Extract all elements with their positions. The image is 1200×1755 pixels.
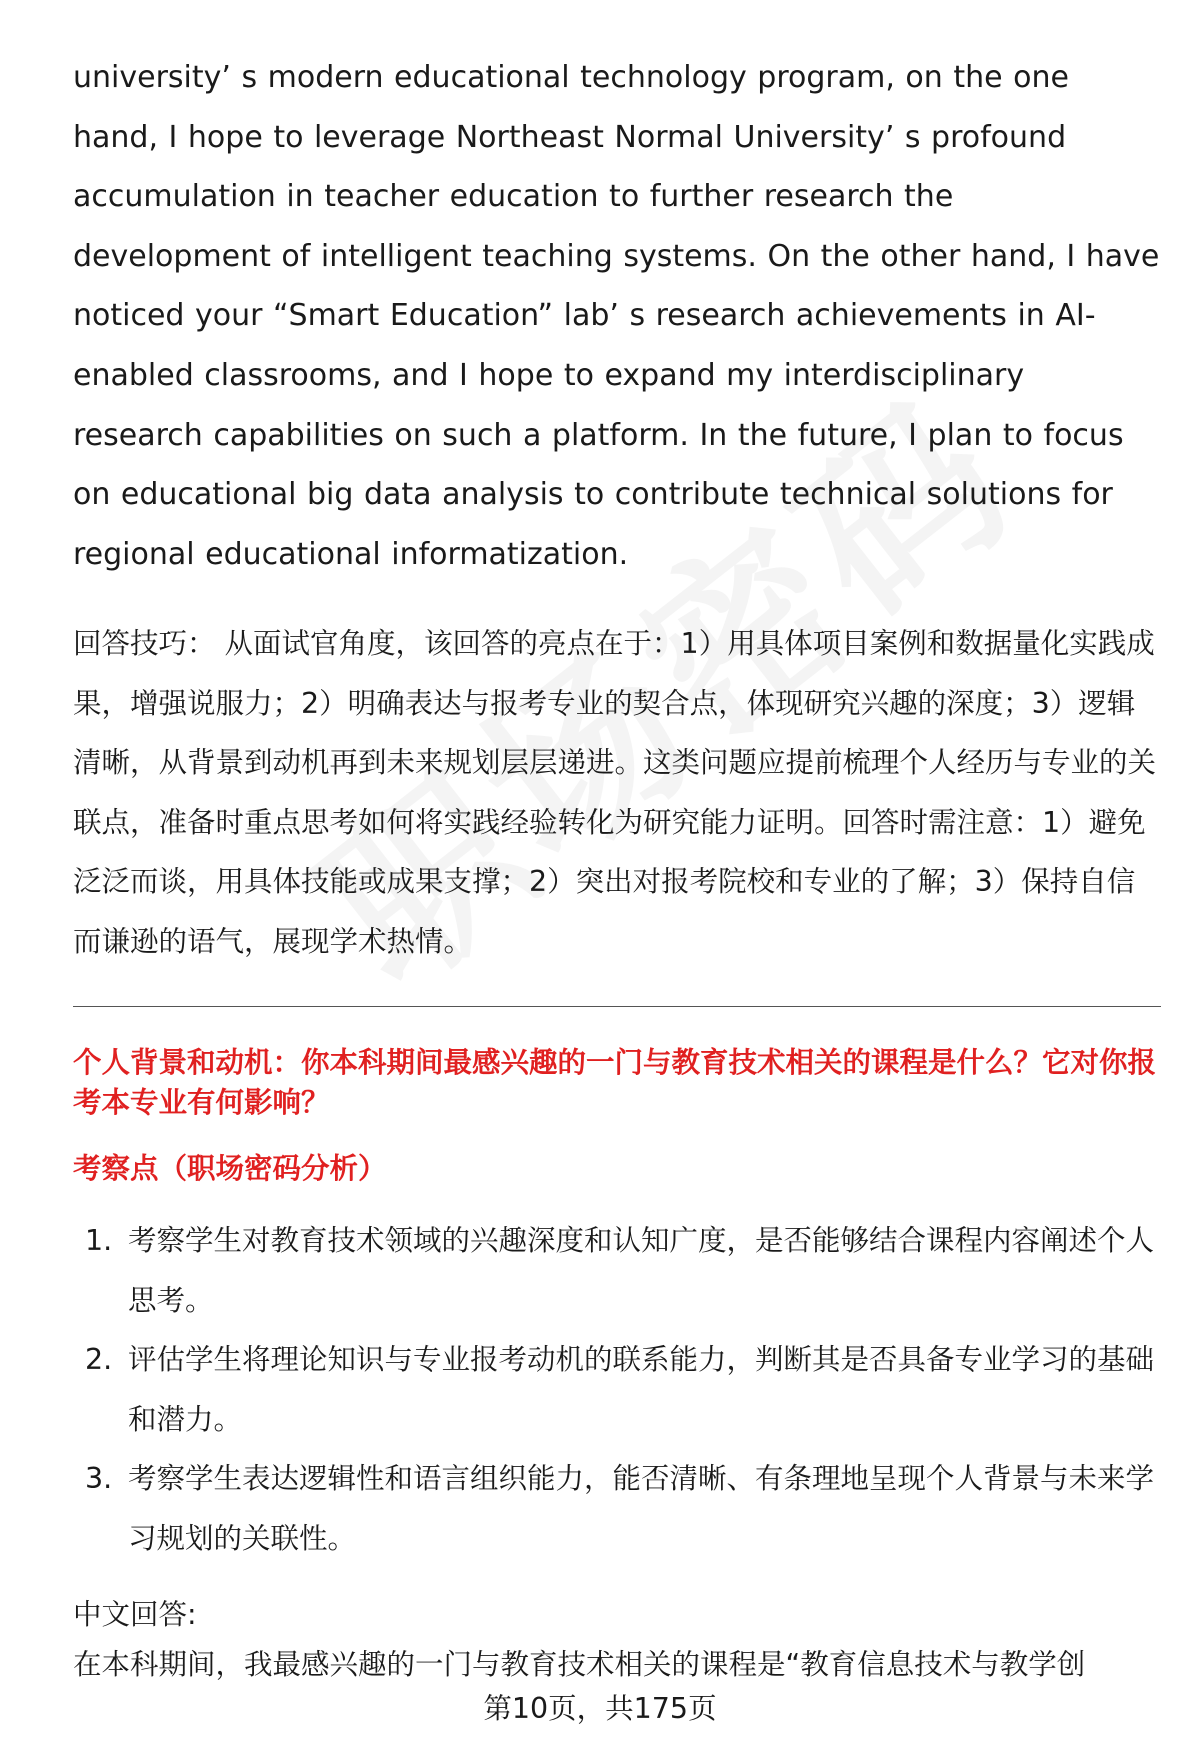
list-item [73, 1330, 1161, 1449]
question-heading: 个人背景和动机：你本科期间最感兴趣的一门与教育技术相关的课程是什么？它对你报考本专业有何影响？ [73, 1046, 1157, 1120]
list-item-number: 2. [85, 1343, 113, 1377]
document-page [73, 48, 1161, 1690]
assessment-list [73, 1211, 1161, 1568]
list-item [73, 1211, 1161, 1330]
assessment-title: 考察点（职场密码分析） [73, 1152, 387, 1186]
answer-tip-paragraph: 回答技巧： 从面试官角度，该回答的亮点在于：1）用具体项目案例和数据量化实践成果，增强说服力；2）明确表达与报考专业的契合点，体现研究兴趣的深度；3）逻辑清晰，从背景到动机再到未来规划层层递进。这类问题应提前梳理个人经历与专业的关联点，准备时重点思考如何将实践经验转化为研究能力证明。回答时需注意：1）避免泛泛而谈，用具体技能或成果支撑；2）突出对报考院校和专业的了解；3）保持自信而谦逊的语气，展现学术热情。 [73, 627, 1157, 958]
page-footer: 第10页，共175页 [483, 1692, 717, 1725]
list-item-number: 1. [85, 1224, 113, 1258]
list-item-number: 3. [85, 1462, 113, 1496]
list-item-text: 考察学生对教育技术领域的兴趣深度和认知广度，是否能够结合课程内容阐述个人思考。 [128, 1224, 1155, 1317]
section-divider [73, 1006, 1161, 1007]
english-answer-paragraph: university’ s modern educational technology program, on the one hand, I hope to leverage Northeast Normal University’ s profound accumulation in teacher education to further research the development of intelligent teaching systems. On the other hand, I have noticed your “Smart Education” lab’ s research achievements in AI-enabled classrooms, and I hope to expand my interdisciplinary research capabilities on such a platform. In the future, I plan to focus on educational big data analysis to contribute technical solutions for regional educational informatization. [73, 60, 1160, 572]
chinese-answer-label: 中文回答: [73, 1598, 197, 1632]
chinese-answer-text: 在本科期间，我最感兴趣的一门与教育技术相关的课程是“教育信息技术与教学创 [73, 1648, 1086, 1682]
list-item-text: 考察学生表达逻辑性和语言组织能力，能否清晰、有条理地呈现个人背景与未来学习规划的关联性。 [128, 1462, 1155, 1555]
list-item-text: 评估学生将理论知识与专业报考动机的联系能力，判断其是否具备专业学习的基础和潜力。 [128, 1343, 1155, 1436]
list-item [73, 1449, 1161, 1568]
